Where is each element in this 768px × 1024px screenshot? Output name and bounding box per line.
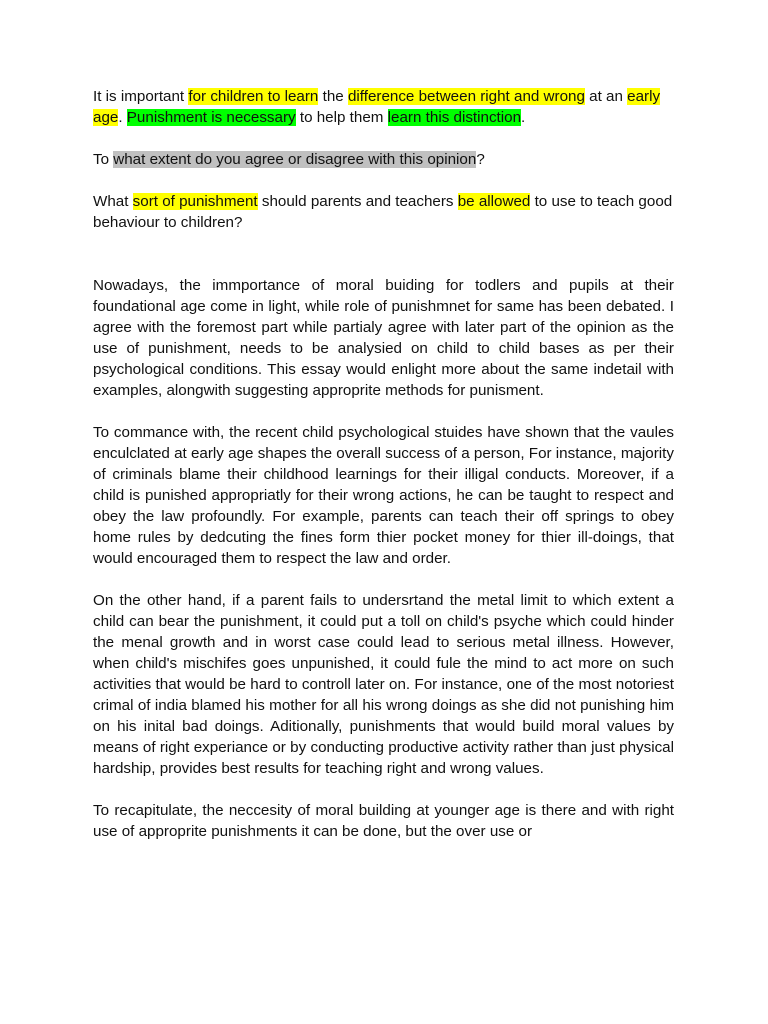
highlighted-phrase: learn this distinction xyxy=(387,109,522,126)
question-prompt-punishment xyxy=(93,191,674,233)
essay-conclusion: To recapitulate, the neccesity of moral building at younger age is there and with right use of approprite punishments it can be done, but the over use or xyxy=(93,802,674,840)
text-run: to help them xyxy=(295,109,388,126)
highlighted-phrase: for children to learn xyxy=(188,88,319,105)
highlighted-phrase: early age xyxy=(93,88,661,126)
blank-line xyxy=(93,254,674,275)
text-run: To xyxy=(93,151,114,168)
document-page xyxy=(93,86,674,863)
text-run: to use to teach good behaviour to children? xyxy=(93,193,673,231)
essay-introduction: Nowadays, the immportance of moral buiding for todlers and pupils at their foundational age come in light, while role of punishmnet for same has been debated. I agree with the foremost part while partialy agree with later part of the opinion as the use of punishment, needs to be analysied on child to child bases as per their psychological conditions. This essay would enlight more about the same indetail with examples, alongwith suggesting approprite methods for punisment. xyxy=(93,277,674,399)
highlighted-phrase: be allowed xyxy=(457,193,531,210)
highlighted-phrase: what extent do you agree or disagree with this opinion xyxy=(113,151,477,168)
text-run: What xyxy=(93,193,133,210)
text-run: . xyxy=(118,109,127,126)
highlighted-phrase: difference between right and wrong xyxy=(347,88,585,105)
question-prompt-extent xyxy=(93,149,674,170)
text-run: ? xyxy=(476,151,485,168)
text-run: the xyxy=(318,88,348,105)
text-run: at an xyxy=(584,88,628,105)
text-run: . xyxy=(521,109,526,126)
essay-body-paragraph-2: On the other hand, if a parent fails to undersrtand the metal limit to which extent a child can bear the punishment, it could put a toll on child's psyche which could hinder the menal growth and in worst case could lead to serious metal illness. However, when child's mischifes goes unpunished, it could fule the mind to act more on such activities that would be hard to controll later on. For instance, one of the most notoriest crimal of india blamed his mother for all his wrong doings as she did not punishing him on his inital bad doings. Aditionally, punishments that would build moral values by means of right experiance or by conducting productive activity rather than just physical hardship, provides best results for teaching right and wrong values. xyxy=(93,592,674,777)
text-run: It is important xyxy=(93,88,189,105)
question-statement xyxy=(93,86,674,128)
essay-body-paragraph-1: To commance with, the recent child psychological stuides have shown that the vaules enculclated at early age shapes the overall success of a person, For instance, majority of criminals blame their childhood learnings for their illigal conducts. Moreover, if a child is punished appropriatly for their wrong actions, he can be taught to respect and obey the law profoundly. For example, parents can teach their off springs to obey home rules by dedcuting the fines form thier pocket money for thier ill-doings, that would encouraged them to respect the law and order. xyxy=(93,424,674,567)
text-run: should parents and teachers xyxy=(257,193,458,210)
highlighted-phrase: Punishment is necessary xyxy=(126,109,296,126)
highlighted-phrase: sort of punishment xyxy=(132,193,258,210)
